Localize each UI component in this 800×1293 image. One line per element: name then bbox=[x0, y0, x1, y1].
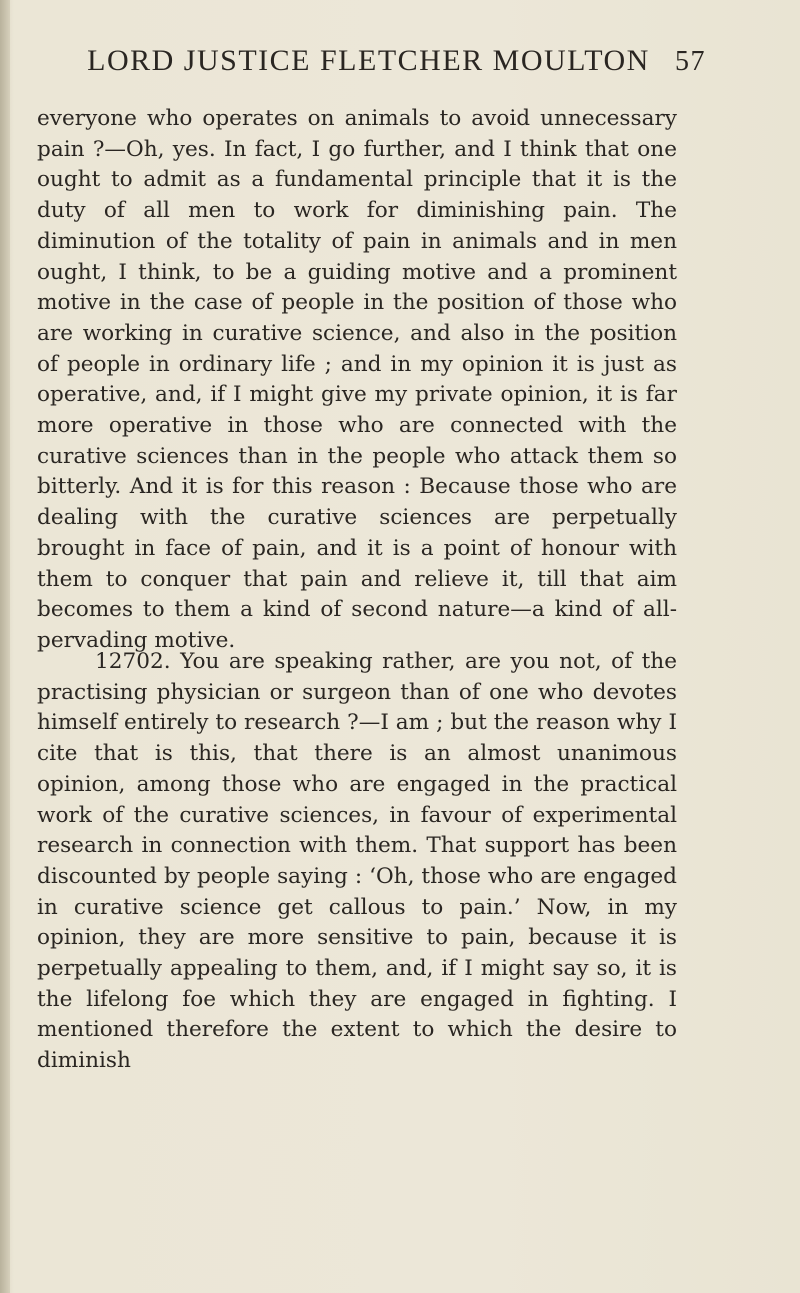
body-paragraph-1: everyone who operates on animals to avoid unnecessary pain ?—Oh, yes. In fact, I go further, and I think that one ought to admit as a fundamental principle that it is the duty of all men to work for diminishing pain. The diminution of the totality of pain in animals and in men ought, I think, to be a guiding motive and a prominent motive in the case of people in the position of those who are working in curative science, and also in the position of people in ordinary life ; and in my opinion it is just as operative, and, if I might give my private opinion, it is far more operative in those who are connected with the curative sciences than in the people who attack them so bitterly. And it is for this reason : Because those who are dealing with the curative sciences are perpetually brought in face of pain, and it is a point of honour with them to conquer that pain and relieve it, till that aim becomes to them a kind of second nature—a kind of all-pervading motive. bbox=[37, 106, 677, 653]
running-head bbox=[36, 44, 706, 78]
page-number: 57 bbox=[675, 46, 706, 77]
body-paragraph-2: 12702. You are speaking rather, are you not, of the practising physician or surgeon than of one who devotes himself entirely to research ?—I am ; but the reason why I cite that is this, that there is an almost unanimous opinion, among those who are engaged in the practical work of the curative sciences, in favour of experimental research in connection with them. That support has been discounted by people saying : ‘Oh, those who are engaged in curative science get callous to pain.’ Now, in my opinion, they are more sensitive to pain, because it is perpetually appealing to them, and, if I might say so, it is the lifelong foe which they are engaged in fighting. I mentioned therefore the extent to which the desire to diminish bbox=[37, 649, 677, 1074]
running-title: LORD JUSTICE FLETCHER MOULTON bbox=[87, 44, 650, 77]
page-gutter-shadow bbox=[0, 0, 10, 1293]
